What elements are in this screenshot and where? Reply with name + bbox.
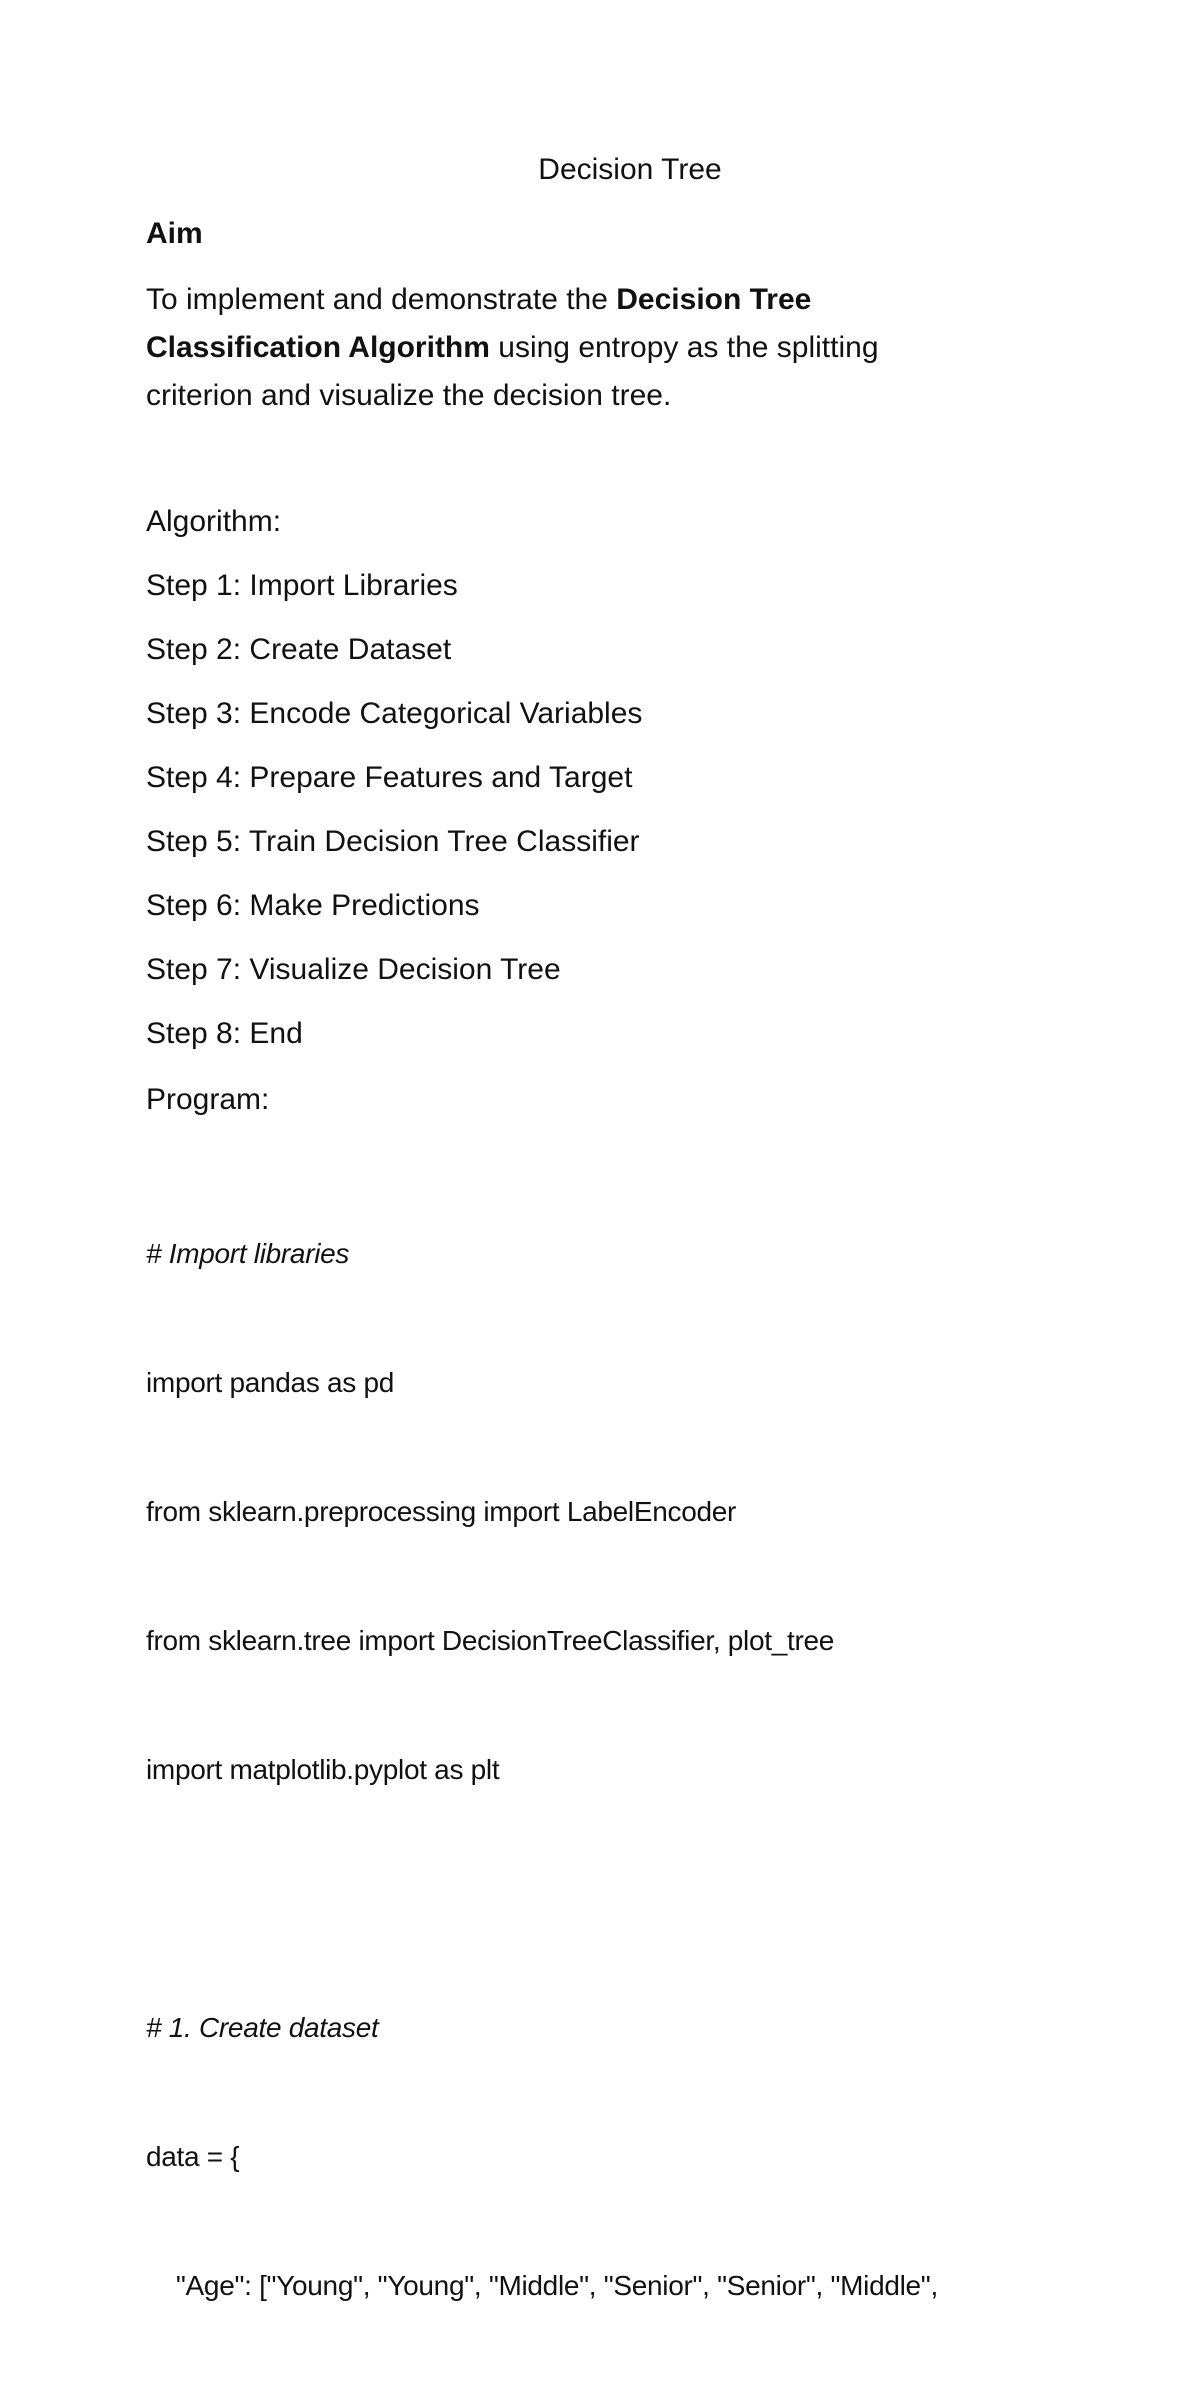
code-block bbox=[146, 1146, 1106, 2393]
code-comment: # Import libraries bbox=[146, 1238, 350, 1269]
aim-paragraph bbox=[146, 276, 1046, 420]
page-title: Decision Tree bbox=[538, 153, 722, 186]
aim-bold-1: Decision Tree bbox=[616, 283, 812, 316]
aim-heading: Aim bbox=[146, 217, 203, 250]
code-comment: # 1. Create dataset bbox=[146, 2012, 379, 2043]
aim-text-2: using entropy as the splitting bbox=[489, 331, 879, 364]
step-item: Step 6: Make Predictions bbox=[146, 889, 480, 922]
step-item: Step 8: End bbox=[146, 1017, 303, 1050]
code-line-blank bbox=[146, 1877, 1106, 1920]
code-line: from sklearn.tree import DecisionTreeClassifier, plot_tree bbox=[146, 1625, 835, 1656]
code-line: data = { bbox=[146, 2141, 240, 2172]
step-item: Step 4: Prepare Features and Target bbox=[146, 761, 633, 794]
code-line: import pandas as pd bbox=[146, 1367, 395, 1398]
step-item: Step 5: Train Decision Tree Classifier bbox=[146, 825, 640, 858]
algorithm-heading: Algorithm: bbox=[146, 505, 282, 538]
aim-text-3: criterion and visualize the decision tree. bbox=[146, 379, 672, 412]
code-line: from sklearn.preprocessing import LabelEncoder bbox=[146, 1496, 737, 1527]
code-line: import matplotlib.pyplot as plt bbox=[146, 1754, 500, 1785]
step-item: Step 7: Visualize Decision Tree bbox=[146, 953, 561, 986]
algorithm-steps bbox=[146, 566, 642, 1078]
step-item: Step 2: Create Dataset bbox=[146, 633, 452, 666]
step-item: Step 3: Encode Categorical Variables bbox=[146, 697, 643, 730]
program-heading: Program: bbox=[146, 1083, 270, 1116]
aim-text-1: To implement and demonstrate the bbox=[146, 283, 617, 316]
step-item: Step 1: Import Libraries bbox=[146, 569, 458, 602]
aim-bold-2: Classification Algorithm bbox=[146, 331, 490, 364]
code-line: "Age": ["Young", "Young", "Middle", "Senior", "Senior", "Middle", bbox=[146, 2270, 938, 2301]
